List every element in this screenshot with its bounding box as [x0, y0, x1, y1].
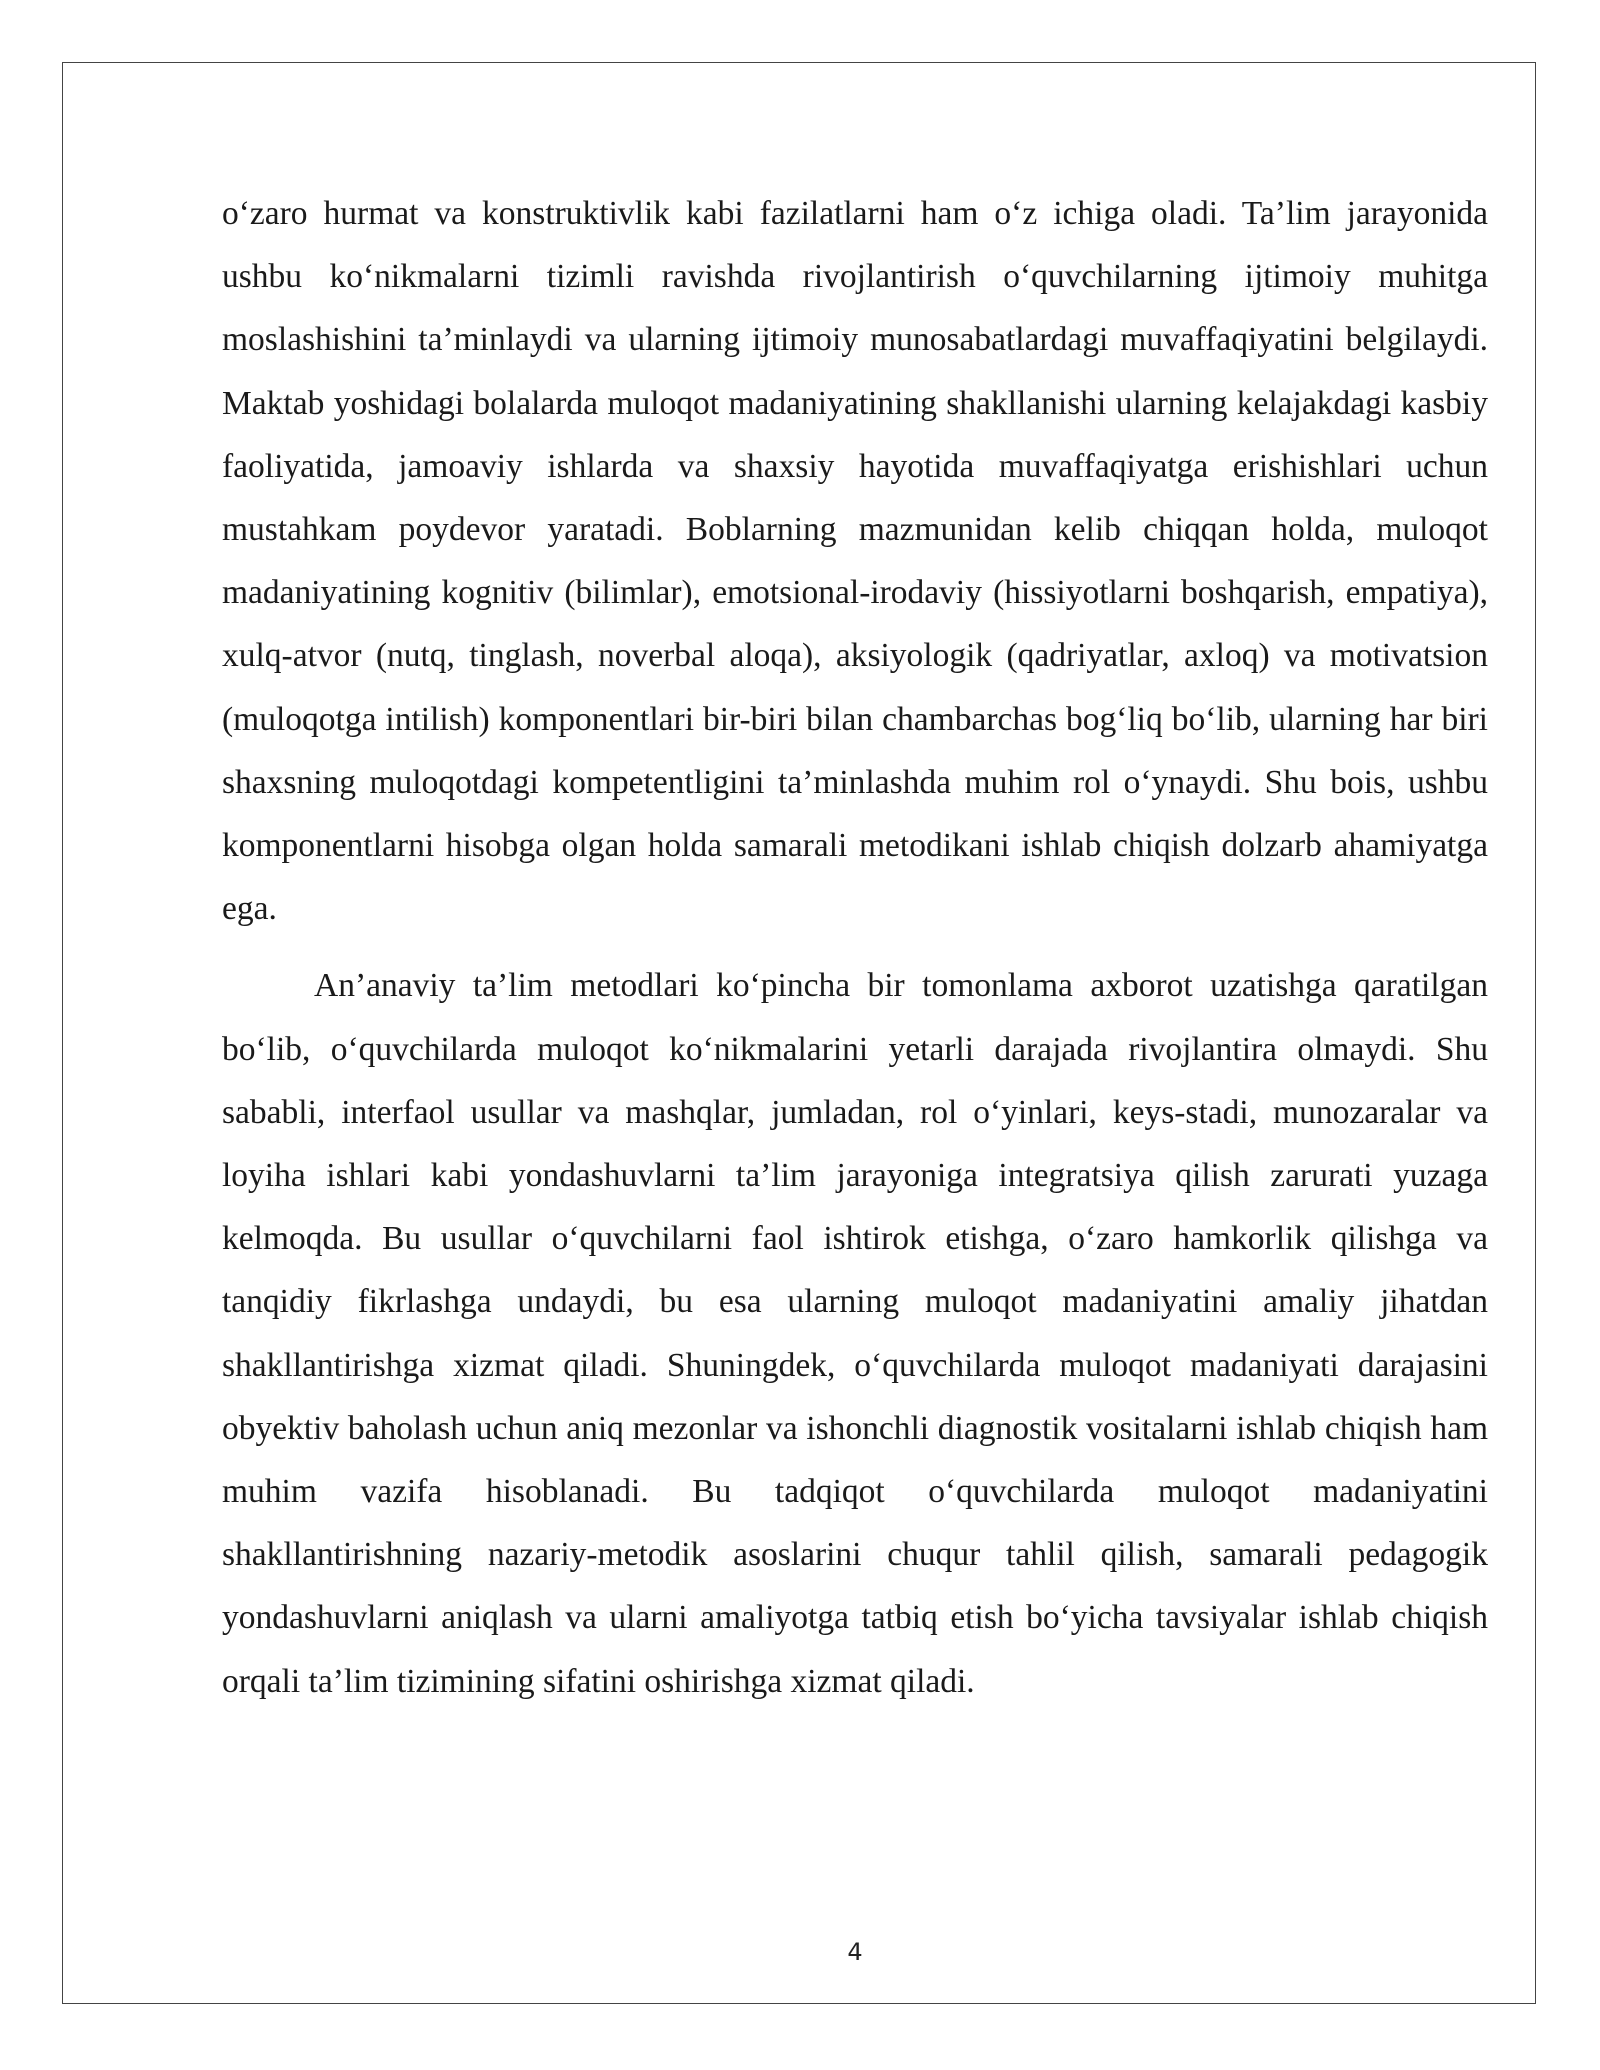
document-body	[222, 182, 1488, 1713]
paragraph-2: An’anaviy ta’lim metodlari ko‘pincha bir tomonlama axborot uzatishga qaratilgan bo‘lib, o‘quvchilarda muloqot ko‘nikmalarini yetarli darajada rivojlantira olmaydi. Shu sababli, interfaol usullar va mashqlar, jumladan, rol o‘yinlari, keys-stadi, munozaralar va loyiha ishlari kabi yondashuvlarni ta’lim jarayoniga integratsiya qilish zarurati yuzaga kelmoqda. Bu usullar o‘quvchilarni faol ishtirok etishga, o‘zaro hamkorlik qilishga va tanqidiy fikrlashga undaydi, bu esa ularning muloqot madaniyatini amaliy jihatdan shakllantirishga xizmat qiladi. Shuningdek, o‘quvchilarda muloqot madaniyati darajasini obyektiv baholash uchun aniq mezonlar va ishonchli diagnostik vositalarni ishlab chiqish ham muhim vazifa hisoblanadi. Bu tadqiqot o‘quvchilarda muloqot madaniyatini shakllantirishning nazariy-metodik asoslarini chuqur tahlil qilish, samarali pedagogik yondashuvlarni aniqlash va ularni amaliyotga tatbiq etish bo‘yicha tavsiyalar ishlab chiqish orqali ta’lim tizimining sifatini oshirishga xizmat qiladi.	[222, 967, 1488, 1700]
paragraph-1: o‘zaro hurmat va konstruktivlik kabi fazilatlarni ham o‘z ichiga oladi. Ta’lim jarayonida ushbu ko‘nikmalarni tizimli ravishda rivojlantirish o‘quvchilarning ijtimoiy muhitga moslashishini ta’minlaydi va ularning ijtimoiy munosabatlardagi muvaffaqiyatini belgilaydi. Maktab yoshidagi bolalarda muloqot madaniyatining shakllanishi ularning kelajakdagi kasbiy faoliyatida, jamoaviy ishlarda va shaxsiy hayotida muvaffaqiyatga erishishlari uchun mustahkam poydevor yaratadi. Boblarning mazmunidan kelib chiqqan holda, muloqot madaniyatining kognitiv (bilimlar), emotsional-irodaviy (hissiyotlarni boshqarish, empatiya), xulq-atvor (nutq, tinglash, noverbal aloqa), aksiyologik (qadriyatlar, axloq) va motivatsion (muloqotga intilish) komponentlari bir-biri bilan chambarchas bog‘liq bo‘lib, ularning har biri shaxsning muloqotdagi kompetentligini ta’minlashda muhim rol o‘ynaydi. Shu bois, ushbu komponentlarni hisobga olgan holda samarali metodikani ishlab chiqish dolzarb ahamiyatga ega.	[222, 195, 1488, 928]
page-number: 4	[847, 1938, 863, 1966]
